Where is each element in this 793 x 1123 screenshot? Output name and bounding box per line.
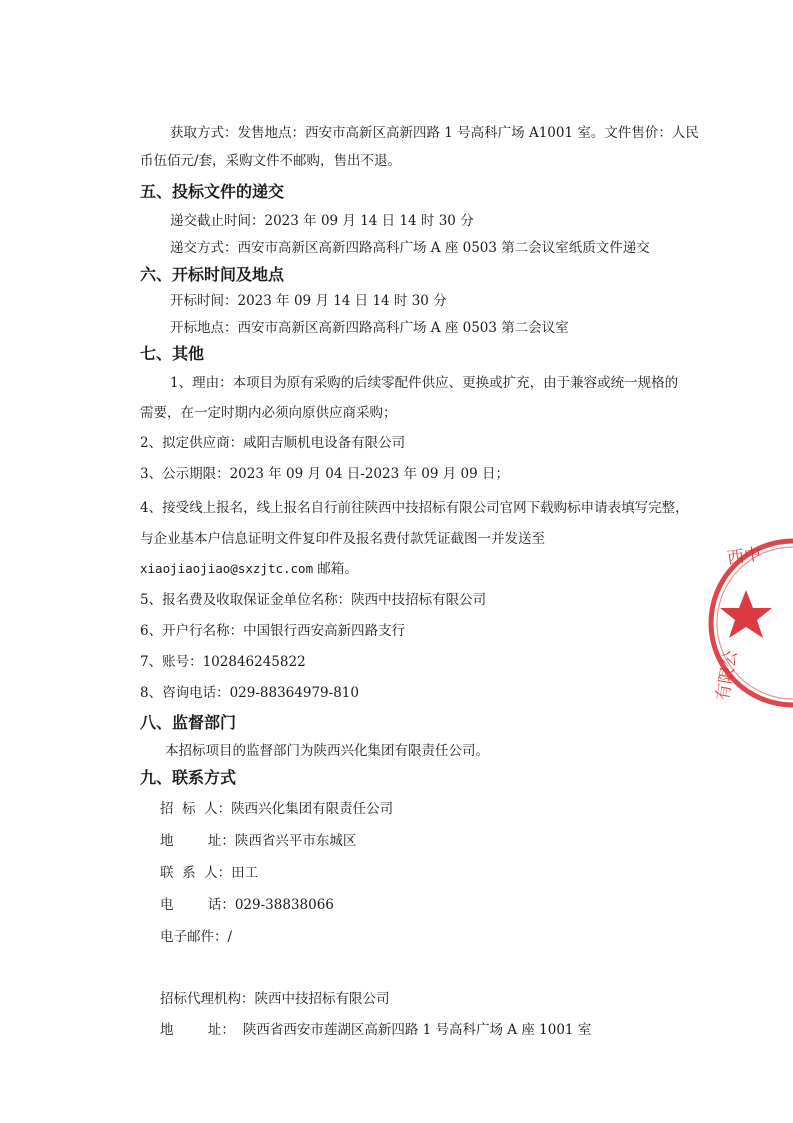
agent-address-row [160, 1021, 591, 1039]
buyer-address-row [160, 832, 356, 850]
acquire-method-line2: 币伍佰元/套，采购文件不邮购，售出不退。 [140, 153, 402, 169]
acquire-method-line1: 获取方式：发售地点：西安市高新区高新四路 1 号高科广场 A1001 室。文件售价：人民 [170, 125, 699, 141]
seal-text-bottom: 有限公 [712, 648, 742, 703]
agent-label: 招标代理机构： [160, 991, 255, 1007]
other-item-4-line1: 4、接受线上报名，线上报名自行前往陕西中技招标有限公司官网下载购标申请表填写完整， [140, 500, 689, 516]
buyer-label: 招 标 人： [160, 801, 232, 817]
buyer-value: 陕西兴化集团有限责任公司 [231, 801, 394, 817]
buyer-phone-value: 029-38838066 [234, 897, 334, 913]
agent-address-value: 陕西省西安市莲湖区高新四路 1 号高科广场 A 座 1001 室 [242, 1022, 592, 1038]
submission-method: 递交方式：西安市高新区高新四路高科广场 A 座 0503 第二会议室纸质文件递交 [170, 240, 650, 256]
buyer-contact-label: 联 系 人： [160, 865, 232, 881]
company-seal [698, 528, 793, 718]
section-9-title: 九、联系方式 [140, 768, 237, 787]
other-item-3: 3、公示期限：2023 年 09 月 04 日-2023 年 09 月 09 日； [140, 466, 509, 482]
agent-address-label: 地 址： [160, 1022, 235, 1038]
email-suffix: 邮箱。 [313, 561, 358, 577]
buyer-address-value: 陕西省兴平市东城区 [234, 833, 357, 849]
other-item-5: 5、报名费及收取保证金单位名称：陕西中技招标有限公司 [140, 592, 487, 608]
other-item-4-email-line [140, 560, 358, 578]
other-item-1-line2: 需要，在一定时期内必须向原供应商采购； [140, 405, 397, 421]
agent-row [160, 990, 390, 1008]
submission-deadline: 递交截止时间：2023 年 09 月 14 日 14 时 30 分 [170, 213, 474, 229]
buyer-contact-row [160, 864, 258, 882]
buyer-row [160, 800, 393, 818]
buyer-phone-label: 电 话： [160, 897, 235, 913]
other-item-8: 8、咨询电话：029-88364979-810 [140, 685, 359, 701]
buyer-phone-row [160, 896, 334, 914]
buyer-email-value: / [227, 929, 233, 945]
section-5-title: 五、投标文件的递交 [140, 182, 285, 201]
other-item-1-line1: 1、理由：本项目为原有采购的后续零配件供应、更换或扩充，由于兼容或统一规格的 [170, 375, 679, 391]
seal-text-top: 西中 [725, 544, 763, 569]
buyer-email-label: 电子邮件： [160, 929, 228, 945]
registration-email[interactable]: xiaojiaojiao@sxzjtc.com [140, 561, 314, 576]
bid-opening-time: 开标时间：2023 年 09 月 14 日 14 时 30 分 [170, 293, 447, 309]
bid-opening-place: 开标地点：西安市高新区高新四路高科广场 A 座 0503 第二会议室 [170, 320, 569, 336]
buyer-address-label: 地 址： [160, 833, 235, 849]
other-item-2: 2、拟定供应商：咸阳吉顺机电设备有限公司 [140, 435, 406, 451]
seal-star-icon [720, 590, 772, 638]
agent-value: 陕西中技招标有限公司 [254, 991, 390, 1007]
other-item-6: 6、开户行名称：中国银行西安高新四路支行 [140, 623, 406, 639]
buyer-contact-value: 田工 [231, 865, 259, 881]
supervision-text: 本招标项目的监督部门为陕西兴化集团有限责任公司。 [165, 743, 489, 759]
buyer-email-row [160, 928, 232, 946]
section-7-title: 七、其他 [140, 344, 205, 363]
section-8-title: 八、监督部门 [140, 713, 237, 732]
section-6-title: 六、开标时间及地点 [140, 265, 285, 284]
other-item-4-line2: 与企业基本户信息证明文件复印件及报名费付款凭证截图一并发送至 [140, 531, 545, 547]
other-item-7: 7、账号：102846245822 [140, 654, 306, 670]
